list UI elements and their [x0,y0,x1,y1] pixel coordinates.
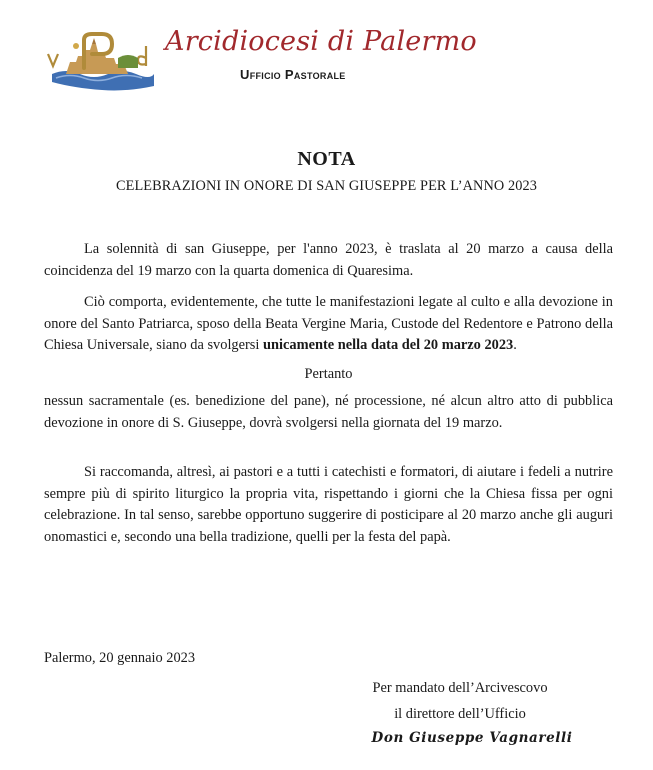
signature-name: Don Giuseppe Vagnarelli [371,730,573,746]
office-name: Ufficio Pastorale [240,67,346,82]
organization-name: Arcidiocesi di Palermo [165,26,477,57]
paragraph-2 [44,292,613,357]
pertanto-label: Pertanto [304,365,353,382]
paragraph-1: La solennità di san Giuseppe, per l'anno 2023, è traslata al 20 marzo a causa della coincidenza del 19 marzo con la quarta domenica di Quaresima. [44,241,613,279]
signature-mandate-line: Per mandato dell’Arcivescovo [372,680,548,696]
paragraph-2-bold: unicamente nella data del 20 marzo 2023 [263,337,514,353]
date-line: Palermo, 20 gennaio 2023 [44,650,196,666]
letterhead [0,0,653,110]
document-title: NOTA [297,148,356,170]
paragraph-4: Si raccomanda, altresì, ai pastori e a tutti i catechisti e formatori, di aiutare i fedeli a nutrire sempre più di spirito liturgico la propria vita, rispettando i giorni che la Chiesa fissa per ogni celebrazione. In tal senso, sarebbe opportuno suggerire di posticipare al 20 marzo anche gli auguri onomastici e, secondo una bella tradizione, quelli per la festa del papà. [44,464,613,545]
diocese-logo-icon [46,28,158,94]
paragraph-3: nessun sacramentale (es. benedizione del pane), né processione, né alcun altro atto di pubblica devozione in onore di S. Giuseppe, dovrà svolgersi nella giornata del 19 marzo. [44,393,613,431]
paragraph-2-text: Ciò comporta, evidentemente, che tutte le manifestazioni legate al culto e alla devozione in onore del Santo Patriarca, sposo della Beata Vergine Maria, Custode del Redentore e Patrono della Chiesa Universale, siano da svolgersi [44,294,613,353]
paragraph-2-end: . [513,337,517,353]
signature-role-line: il direttore dell’Ufficio [394,706,526,722]
document-subtitle: CELEBRAZIONI IN ONORE DI SAN GIUSEPPE PER L’ANNO 2023 [116,178,537,194]
document-body [44,239,613,548]
